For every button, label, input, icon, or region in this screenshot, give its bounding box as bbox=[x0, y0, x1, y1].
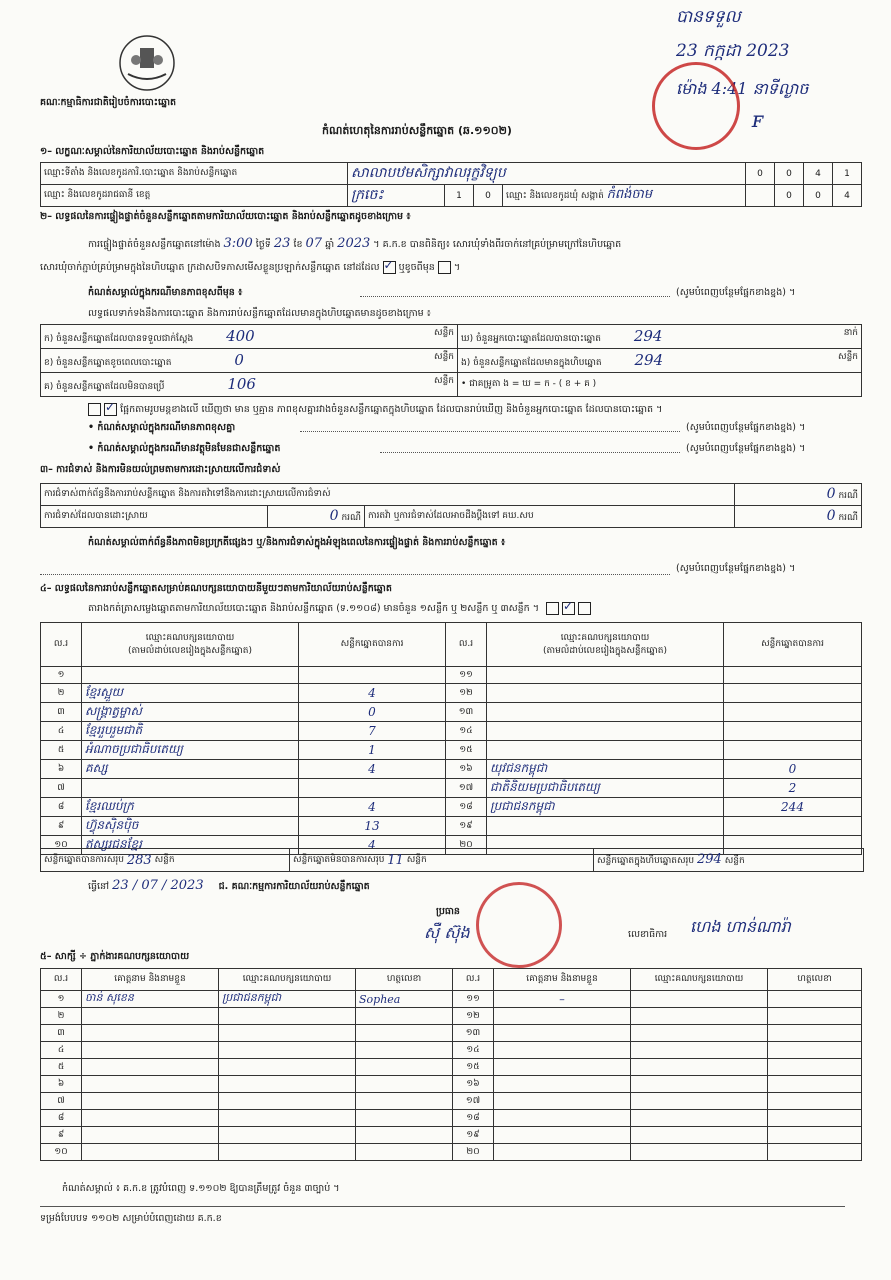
witness-name bbox=[82, 1076, 219, 1093]
party-name bbox=[487, 817, 724, 836]
witness-signature bbox=[356, 1042, 453, 1059]
witness-party bbox=[219, 1008, 356, 1025]
party-result-row bbox=[41, 684, 862, 703]
s3-row2b-value: 0 bbox=[826, 508, 836, 524]
sheets-2-checkbox[interactable] bbox=[562, 602, 575, 615]
row-number: ៤ bbox=[41, 722, 82, 741]
witness-party bbox=[631, 1059, 768, 1076]
party-votes: 13 bbox=[299, 817, 446, 836]
row-number: ១៤ bbox=[453, 1042, 494, 1059]
received-count: 400 bbox=[226, 327, 255, 345]
row-number: ៨ bbox=[41, 1110, 82, 1127]
party-name: ខ្មែរឈប់ក្រ bbox=[82, 798, 299, 817]
row-number: ៧ bbox=[41, 779, 82, 798]
party-name: ឥស្សរជនខ្មែរ bbox=[82, 836, 299, 855]
party-votes: 7 bbox=[299, 722, 446, 741]
received-note-3: ម៉ោង 4:41 នាទីល្ងាច bbox=[676, 79, 809, 98]
witness-row bbox=[41, 1110, 862, 1127]
witness-row bbox=[41, 1127, 862, 1144]
witness-signature bbox=[768, 1008, 862, 1025]
witness-party bbox=[219, 1093, 356, 1110]
row-number: ១០ bbox=[41, 836, 82, 855]
witness-party bbox=[219, 1025, 356, 1042]
signature-top: ꜰ bbox=[752, 108, 764, 133]
s3-row1-label: ការជំទាស់ពាក់ព័ន្ធនឹងការរាប់សន្លឹកឆ្នោត និងការតវ៉ាទៅនឹងការដោះស្រាយលើការជំទាស់ bbox=[41, 484, 735, 506]
spoiled-count: 0 bbox=[234, 351, 244, 369]
witness-name bbox=[82, 1059, 219, 1076]
witness-row bbox=[41, 1059, 862, 1076]
row-number: ១៣ bbox=[446, 703, 487, 722]
formula: • ជាគម្រូតា ង = ឃ = ក - ( ខ + គ ) bbox=[458, 373, 862, 397]
witness-party bbox=[219, 1110, 356, 1127]
row-number: ១២ bbox=[453, 1008, 494, 1025]
s2-intro-line2: សោរឃុំចាក់ភ្ជាប់គ្រប់ម្រាមក្នុងនៃហិបឆ្នោត ក្រដាសបិទភាសមើសខ្លួនប្រឡាក់សន្លឹកឆ្នោត នៅដដែល ✓ ឬខូចពីមុន ។ bbox=[40, 261, 460, 275]
commune-code-1: 0 bbox=[775, 185, 804, 207]
s2-results-table: ក) ចំនួនសន្លឹកឆ្នោតដែលបានទទួលជាក់ស្តែង 400 សន្លឹក ឃ) ចំនួនអ្នកបោះឆ្នោតដែលបានបោះឆ្នោត 294 នាក់ ខ) ចំនួនសន្លឹកឆ្នោតខូចពេលបោះឆ្នោត 0 សន្លឹក ង) ចំនួនសន្លឹកឆ្នោតដែលមានក្នុងហិបឆ្នោត 294 សន្លឹក គ) ចំនួនសន្លឹកឆ្នោតដែលមិនបានប្រើ 106 សន្លឹក • ជាគម្រូតា ង = ឃ = ក - ( ខ + គ ) bbox=[40, 324, 862, 397]
party-name: ខ្មែររួបរួមជាតិ bbox=[82, 722, 299, 741]
no-diff-checkbox[interactable] bbox=[104, 403, 117, 416]
row-number: ៤ bbox=[41, 1042, 82, 1059]
s5-witness-table: ល.រ គោត្តនាម និងនាមខ្លួន ឈ្មោះគណបក្សនយោបាយ ហត្ថលេខា ល.រ គោត្តនាម និងនាមខ្លួន ឈ្មោះគណបក្សនយោបាយ ហត្ថលេខា ១ ចាន់ សុខេន ប្រជាជនកម្ពុជា Sophea ១១ – ២ ១២ ៣ ១៣ ៤ ១៤ ៥ ១៥ ៦ ១៦ ៧ ១៧ ៨ ១៨ ៩ ១៩ ១០ ២០ bbox=[40, 968, 862, 1161]
row-number: ១៥ bbox=[453, 1059, 494, 1076]
witness-party bbox=[219, 1059, 356, 1076]
row-number: ២ bbox=[41, 684, 82, 703]
row-number: ៨ bbox=[41, 798, 82, 817]
witness-name bbox=[494, 1059, 631, 1076]
count-month: 07 bbox=[305, 236, 323, 251]
witness-party bbox=[219, 1042, 356, 1059]
s3-row2b-label: ការតវ៉ា ឬការជំទាស់ដែលអាចដឹងប្តឹងទៅ គឃ.សប bbox=[365, 506, 735, 528]
witness-name bbox=[494, 1025, 631, 1042]
s3-row2a-value: 0 bbox=[329, 508, 339, 524]
party-votes bbox=[724, 703, 862, 722]
s2-bullet2: • កំណត់សម្គាល់ក្នុងករណីមានវត្ថុមិនមែនជាសន្លឹកឆ្នោត bbox=[88, 443, 281, 454]
row-number: ៩ bbox=[41, 1127, 82, 1144]
row-number: ១១ bbox=[453, 991, 494, 1008]
party-name: ប្រជាជនកម្ពុជា bbox=[487, 798, 724, 817]
witness-name bbox=[82, 1144, 219, 1161]
s5-note: កំណត់សម្គាល់ ៖ គ.ក.ខ ត្រូវបំពេញ ទ.១១០២ ឱ្យបានត្រឹមត្រូវ ចំនួន ៣ច្បាប់ ។ bbox=[62, 1183, 340, 1194]
row-number: ១ bbox=[41, 991, 82, 1008]
party-result-row bbox=[41, 741, 862, 760]
party-name bbox=[487, 684, 724, 703]
witness-name bbox=[494, 1127, 631, 1144]
witness-row bbox=[41, 1093, 862, 1110]
s3-note: កំណត់សម្គាល់ពាក់ព័ន្ធនឹងភាពមិនប្រក្រតីផ្សេងៗ ឬ/និងការជំទាស់ក្នុងអំឡុងពេលនៃការផ្ទៀងផ្ទាត់ និងការរាប់សន្លឹកឆ្នោត ៖ bbox=[88, 537, 506, 548]
emblem bbox=[118, 34, 176, 92]
official-seal-top bbox=[652, 62, 740, 150]
party-result-row bbox=[41, 817, 862, 836]
witness-row bbox=[41, 1076, 862, 1093]
witness-name bbox=[82, 1008, 219, 1025]
witness-signature bbox=[356, 1110, 453, 1127]
s4-totals: សន្លឹកឆ្នោតបានការសរុប 283 សន្លឹក សន្លឹកឆ្នោតមិនបានការសរុប 11 សន្លឹក សន្លឹកឆ្នោតក្នុងហិបឆ្នោតសរុប 294 សន្លឹក bbox=[40, 848, 864, 872]
party-name: យុវជនកម្ពុជា bbox=[487, 760, 724, 779]
witness-signature bbox=[356, 1144, 453, 1161]
s4-subline: តារាងកត់ត្រាសម្លេងឆ្នោតតាមការិយាល័យបោះឆ្នោត និងរាប់សន្លឹកឆ្នោត (ទ.១១០៨) មានចំនួន ១សន្លឹក ឬ ២សន្លឹក ឬ ៣សន្លឹក ។ ✓ bbox=[88, 602, 591, 616]
has-diff-checkbox[interactable] bbox=[88, 403, 101, 416]
party-result-row bbox=[41, 667, 862, 684]
s1-heading: ១– លក្ខណៈសម្គាល់នៃការិយាល័យបោះឆ្នោត និងរាប់សន្លឹកឆ្នោត bbox=[40, 146, 265, 157]
party-votes bbox=[299, 779, 446, 798]
witness-signature bbox=[768, 1042, 862, 1059]
s2-bullet2-line bbox=[380, 452, 680, 453]
party-name: ហ៊្វុនស៊ិនប៉ិច bbox=[82, 817, 299, 836]
party-name bbox=[487, 667, 724, 684]
witness-party bbox=[631, 1093, 768, 1110]
witness-name bbox=[494, 1144, 631, 1161]
party-name: គស្ស bbox=[82, 760, 299, 779]
s2-bullet1-hint: (សូមបំពេញបន្ថែមផ្នែកខាងខ្នង) ។ bbox=[686, 422, 806, 433]
party-votes: 4 bbox=[299, 760, 446, 779]
witness-party bbox=[219, 1076, 356, 1093]
witness-signature bbox=[768, 1076, 862, 1093]
voters-count: 294 bbox=[633, 327, 663, 345]
witness-party bbox=[631, 1127, 768, 1144]
witness-row bbox=[41, 1144, 862, 1161]
witness-name bbox=[82, 1025, 219, 1042]
place-code-2: 0 bbox=[775, 163, 804, 185]
party-votes bbox=[299, 667, 446, 684]
chair-signature: ស៊ឺ ស៊ុង bbox=[424, 923, 470, 942]
province-label: ឈ្មោះ និងលេខកូដរាជធានី ខេត្ត bbox=[41, 185, 348, 207]
party-result-row bbox=[41, 722, 862, 741]
witness-party bbox=[631, 1144, 768, 1161]
party-name: សង្គ្រាត្វម្ចាស់ bbox=[82, 703, 299, 722]
witness-name bbox=[82, 1127, 219, 1144]
s3-hint: (សូមបំពេញបន្ថែមផ្នែកខាងខ្នង) ។ bbox=[676, 563, 796, 574]
party-name bbox=[82, 667, 299, 684]
row-number: ១ bbox=[41, 667, 82, 684]
witness-party bbox=[631, 991, 768, 1008]
row-number: ១៣ bbox=[453, 1025, 494, 1042]
s2-heading: ២– លទ្ធផលនៃការផ្ទៀងផ្ទាត់ចំនួនសន្លឹកឆ្នោតតាមការិយាល័យបោះឆ្នោត និងរាប់សន្លឹកឆ្នោតដូចខាងក្រោម ៖ bbox=[40, 211, 411, 222]
party-result-row bbox=[41, 798, 862, 817]
row-number: ៩ bbox=[41, 817, 82, 836]
witness-signature bbox=[356, 1008, 453, 1025]
received-note-1: បានទទួល bbox=[676, 7, 741, 27]
s2-note-hint: (សូមបំពេញបន្ថែមផ្នែកខាងខ្នង) ។ bbox=[676, 287, 796, 298]
s3-heading: ៣– ការជំទាស់ និងការមិនយល់ព្រមតាមការដោះស្រាយលើការជំទាស់ bbox=[40, 464, 281, 475]
row-number: ១៨ bbox=[453, 1110, 494, 1127]
commune-value: កំពង់ចាម bbox=[606, 187, 653, 202]
witness-signature bbox=[356, 1059, 453, 1076]
count-day: 23 bbox=[273, 236, 291, 251]
total-invalid: 11 bbox=[387, 852, 404, 868]
witness-name bbox=[494, 1076, 631, 1093]
row-number: ២ bbox=[41, 1008, 82, 1025]
count-year: 2023 bbox=[337, 236, 371, 251]
witness-party: ប្រជាជនកម្ពុជា bbox=[219, 991, 356, 1008]
box-count: 294 bbox=[634, 351, 664, 369]
row-number: ១៩ bbox=[453, 1127, 494, 1144]
place-code-4: 1 bbox=[833, 163, 862, 185]
row-number: ១៥ bbox=[446, 741, 487, 760]
witness-signature bbox=[768, 1127, 862, 1144]
witness-signature bbox=[356, 1025, 453, 1042]
witness-row bbox=[41, 991, 862, 1008]
s2-note-label: កំណត់សម្គាល់ក្នុងករណីមានភាពខុសពីមុន ៖ bbox=[88, 287, 243, 298]
party-votes bbox=[724, 667, 862, 684]
witness-signature bbox=[768, 1110, 862, 1127]
doc-date: 23 / 07 / 2023 bbox=[112, 878, 204, 893]
witness-name: ចាន់ សុខេន bbox=[82, 991, 219, 1008]
party-votes: 1 bbox=[299, 741, 446, 760]
row-number: ១៨ bbox=[446, 798, 487, 817]
row-number: ៦ bbox=[41, 1076, 82, 1093]
party-votes: 4 bbox=[299, 836, 446, 855]
unused-count: 106 bbox=[227, 375, 256, 393]
count-time: 3:00 bbox=[223, 236, 253, 251]
s3-table: ការជំទាស់ពាក់ព័ន្ធនឹងការរាប់សន្លឹកឆ្នោត និងការតវ៉ាទៅនឹងការដោះស្រាយលើការជំទាស់ 0 ករណី ការជំទាស់ដែលបានដោះស្រាយ 0 ករណី ការតវ៉ា ឬការជំទាស់ដែលអាចដឹងប្តឹងទៅ គឃ.សប 0 ករណី bbox=[40, 483, 862, 528]
party-votes: 4 bbox=[299, 798, 446, 817]
province-value: ក្រចេះ bbox=[348, 185, 445, 207]
province-code-1: 1 bbox=[445, 185, 474, 207]
witness-row bbox=[41, 1042, 862, 1059]
party-votes: 2 bbox=[724, 779, 862, 798]
s2-bullet1: • កំណត់សម្គាល់ក្នុងករណីមានភាពខុសគ្នា bbox=[88, 422, 236, 433]
party-name: អំណាចប្រជាធិបតេយ្យ bbox=[82, 741, 299, 760]
footer-text: ទម្រង់បែបបទ ១១០២ សម្រាប់បំពេញដោយ គ.ក.ខ bbox=[40, 1213, 222, 1224]
party-votes: 4 bbox=[299, 684, 446, 703]
s3-row2a-label: ការជំទាស់ដែលបានដោះស្រាយ bbox=[41, 506, 268, 528]
party-name: ខ្មែរស្អួយ bbox=[82, 684, 299, 703]
s2-intro: ការផ្ទៀងផ្ទាត់ចំនួនសន្លឹកឆ្នោតនៅម៉ោង 3:00 ថ្ងៃទី 23 ខែ 07 ឆ្នាំ 2023 ។ គ.ក.ខ បានពិនិត្យ៖ សោរឃុំទាំងពីរចាក់នៅគ្រប់ម្រាមក្រៅនៃហិបឆ្នោត bbox=[88, 236, 622, 251]
party-votes: 0 bbox=[724, 760, 862, 779]
witness-signature bbox=[356, 1127, 453, 1144]
total-valid: 283 bbox=[126, 852, 152, 868]
witness-name: – bbox=[494, 991, 631, 1008]
witness-party bbox=[219, 1127, 356, 1144]
row-number: ២០ bbox=[446, 836, 487, 855]
chair-label: ប្រធាន bbox=[436, 906, 460, 917]
row-number: ៥ bbox=[41, 741, 82, 760]
party-votes bbox=[724, 817, 862, 836]
sheets-1-checkbox[interactable] bbox=[546, 602, 559, 615]
witness-party bbox=[631, 1042, 768, 1059]
witness-name bbox=[494, 1110, 631, 1127]
party-result-row bbox=[41, 760, 862, 779]
commune-code-2: 0 bbox=[804, 185, 833, 207]
party-result-row bbox=[41, 703, 862, 722]
place-label: ឈ្មោះទីតាំង និងលេខកូដការិ.បោះឆ្នោត និងរាប់សន្លឹកឆ្នោត bbox=[41, 163, 348, 185]
row-number: ១៧ bbox=[446, 779, 487, 798]
witness-name bbox=[82, 1042, 219, 1059]
s4-results-table: ល.រ ឈ្មោះគណបក្សនយោបាយ (តាមលំដាប់លេខរៀងក្នុងសន្លឹកឆ្នោត) សន្លឹកឆ្នោតបានការ ល.រ ឈ្មោះគណបក្សនយោបាយ (តាមលំដាប់លេខរៀងក្នុងសន្លឹកឆ្នោត) សន្លឹកឆ្នោតបានការ ១ ១១ ២ ខ្មែរស្អួយ 4 ១២ ៣ សង្គ្រាត្វម្ចាស់ 0 ១៣ ៤ ខ្មែររួបរួមជាតិ 7 ១៤ ៥ អំណាចប្រជាធិបតេយ្យ 1 ១៥ ៦ គស្ស 4 ១៦ យុវជនកម្ពុជា 0 ៧ ១៧ ជាតិនិយមប្រជាធិបតេយ្យ 2 ៨ ខ្មែរឈប់ក្រ 4 ១៨ ប្រជាជនកម្ពុជា 244 ៩ ហ៊្វុនស៊ិនប៉ិច 13 ១៩ ១០ ឥស្សរជនខ្មែរ 4 ២០ bbox=[40, 622, 862, 855]
party-result-row bbox=[41, 779, 862, 798]
s4-date: ធ្វើនៅ 23 / 07 / 2023 ជ. គណៈកម្មការការិយាល័យរាប់សន្លឹកឆ្នោត bbox=[88, 878, 370, 893]
row-number: ៦ bbox=[41, 760, 82, 779]
place-value: សាលាបឋមសិក្សាវាលរុក្ខវិទ្យុប bbox=[348, 163, 746, 185]
secretary-signature: ហេង ហាន់ណារ៉ា bbox=[690, 917, 791, 936]
form-title: កំណត់ហេតុនៃការរាប់សន្លឹកឆ្នោត (ឆ.១១០២) bbox=[322, 124, 512, 137]
s2-bullet1-line bbox=[300, 431, 680, 432]
s2-bullet2-hint: (សូមបំពេញបន្ថែមផ្នែកខាងខ្នង) ។ bbox=[686, 443, 806, 454]
org-name: គណៈកម្មាធិការជាតិរៀបចំការបោះឆ្នោត bbox=[40, 97, 177, 108]
place-code-3: 4 bbox=[804, 163, 833, 185]
s2-check-line: ✓ ផ្អែកតាមរូបមន្តខាងលើ ឃើញថា មាន ឬគ្មាន ភាពខុសគ្នារវាងចំនួនសន្លឹកឆ្នោតក្នុងហិបឆ្នោត ដែលបានរាប់ឃើញ និងចំនួនអ្នកបោះឆ្នោត ដែលបានបោះឆ្នោត ។ bbox=[88, 403, 868, 417]
witness-signature bbox=[768, 1144, 862, 1161]
witness-signature bbox=[768, 991, 862, 1008]
row-number: ៥ bbox=[41, 1059, 82, 1076]
unchanged-checkbox[interactable] bbox=[383, 261, 396, 274]
s5-heading: ៥– សាក្សី ÷ ភ្នាក់ងារគណបក្សនយោបាយ bbox=[40, 951, 190, 962]
commune-code-3: 4 bbox=[833, 185, 862, 207]
official-seal-bottom bbox=[476, 882, 562, 968]
party-votes: 0 bbox=[299, 703, 446, 722]
witness-name bbox=[494, 1042, 631, 1059]
row-number: ១៤ bbox=[446, 722, 487, 741]
party-name bbox=[82, 779, 299, 798]
witness-name bbox=[82, 1093, 219, 1110]
party-votes bbox=[724, 741, 862, 760]
footer-divider bbox=[40, 1206, 845, 1207]
party-votes bbox=[724, 722, 862, 741]
row-number: ២០ bbox=[453, 1144, 494, 1161]
witness-signature bbox=[768, 1093, 862, 1110]
witness-signature bbox=[768, 1025, 862, 1042]
witness-signature: Sophea bbox=[356, 991, 453, 1008]
witness-party bbox=[631, 1025, 768, 1042]
s3-note-line2 bbox=[40, 574, 670, 575]
party-votes bbox=[724, 684, 862, 703]
s4-heading: ៤– លទ្ធផលនៃការរាប់សន្លឹកឆ្នោតសម្រាប់គណបក្សនយោបាយនីមួយៗតាមការិយាល័យរាប់សន្លឹកឆ្នោត bbox=[40, 583, 392, 594]
received-note-2: 23 កក្កដា 2023 bbox=[676, 41, 790, 61]
witness-signature bbox=[356, 1093, 453, 1110]
witness-party bbox=[631, 1008, 768, 1025]
party-name bbox=[487, 722, 724, 741]
witness-row bbox=[41, 1008, 862, 1025]
row-number: ១១ bbox=[446, 667, 487, 684]
party-name bbox=[487, 703, 724, 722]
party-votes: 244 bbox=[724, 798, 862, 817]
witness-name bbox=[82, 1110, 219, 1127]
row-number: ១៦ bbox=[453, 1076, 494, 1093]
s3-row1-value: 0 bbox=[826, 486, 836, 502]
commune-cell bbox=[503, 185, 746, 207]
witness-party bbox=[631, 1110, 768, 1127]
damaged-checkbox[interactable] bbox=[438, 261, 451, 274]
witness-name bbox=[494, 1093, 631, 1110]
s2-note-line bbox=[360, 296, 670, 297]
s2-results-intro: លទ្ធផលទាក់ទងនឹងការបោះឆ្នោត និងការរាប់សន្លឹកឆ្នោតដែលមានក្នុងហិបឆ្នោតមានដូចខាងក្រោម ៖ bbox=[88, 308, 431, 319]
witness-signature bbox=[768, 1059, 862, 1076]
witness-signature bbox=[356, 1076, 453, 1093]
commune-label: ឈ្មោះ និងលេខកូដឃុំ សង្កាត់ bbox=[506, 191, 604, 201]
witness-party bbox=[219, 1144, 356, 1161]
row-number: ១២ bbox=[446, 684, 487, 703]
party-name bbox=[487, 741, 724, 760]
place-code-1: 0 bbox=[746, 163, 775, 185]
witness-row bbox=[41, 1025, 862, 1042]
witness-party bbox=[631, 1076, 768, 1093]
row-number: ៣ bbox=[41, 703, 82, 722]
row-number: ៣ bbox=[41, 1025, 82, 1042]
s1-table bbox=[40, 162, 862, 207]
witness-name bbox=[494, 1008, 631, 1025]
row-number: ១៩ bbox=[446, 817, 487, 836]
total-box: 294 bbox=[697, 852, 722, 867]
sheets-3-checkbox[interactable] bbox=[578, 602, 591, 615]
row-number: ១៧ bbox=[453, 1093, 494, 1110]
row-number: ៧ bbox=[41, 1093, 82, 1110]
province-code-2: 0 bbox=[474, 185, 503, 207]
row-number: ១០ bbox=[41, 1144, 82, 1161]
party-name: ជាតិនិយមប្រជាធិបតេយ្យ bbox=[487, 779, 724, 798]
row-number: ១៦ bbox=[446, 760, 487, 779]
secretary-label: លេខាធិការ bbox=[628, 929, 668, 940]
